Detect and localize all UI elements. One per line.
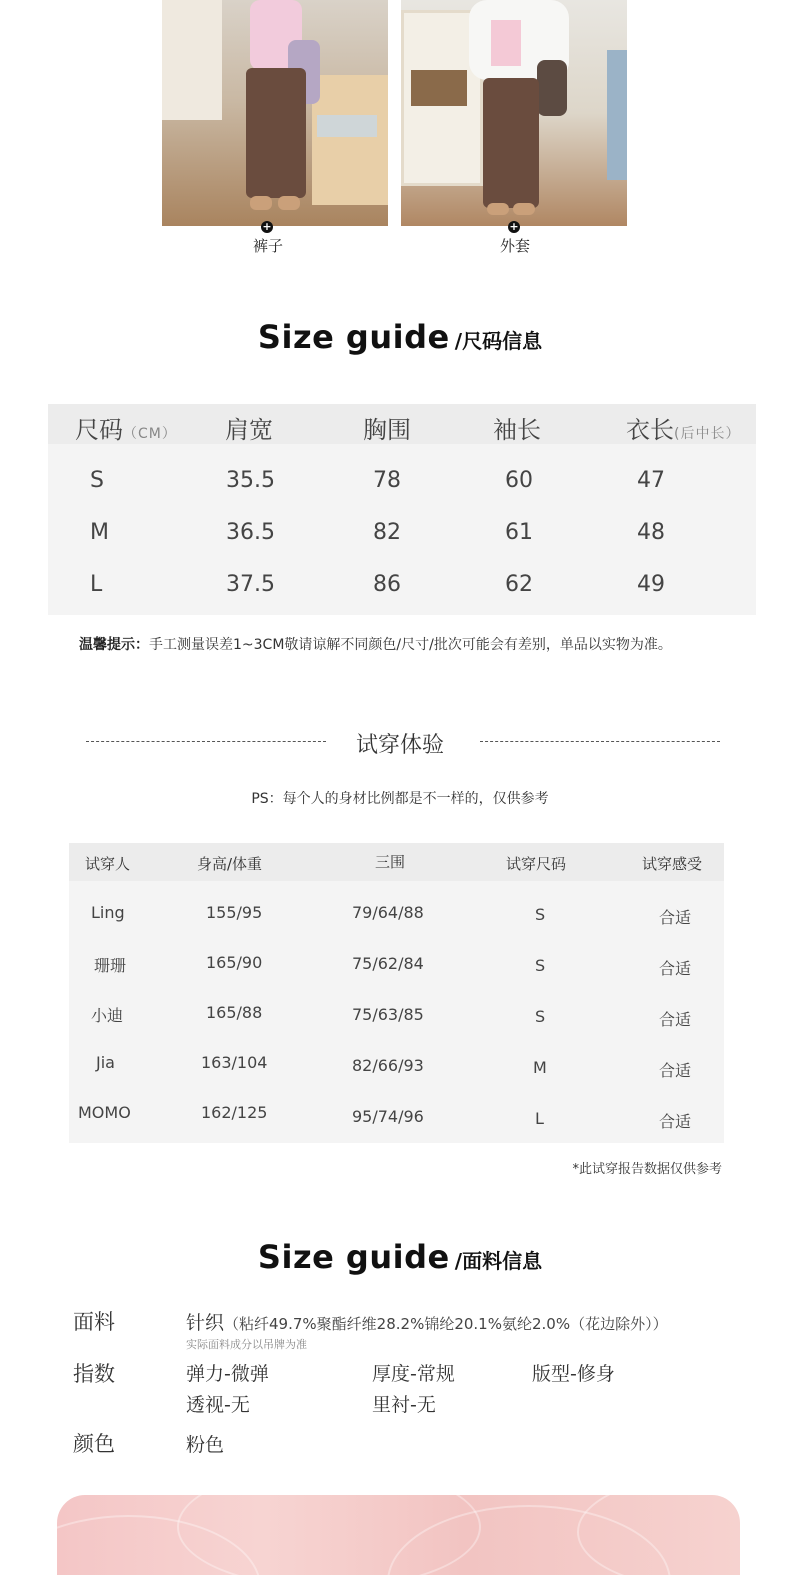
material-note: 实际面料成分以吊牌为准 xyxy=(186,1338,307,1351)
tryon-height-weight: 162/125 xyxy=(201,1103,268,1122)
tryon-header-size: 试穿尺码 xyxy=(506,855,567,873)
size-guide-heading xyxy=(0,318,800,356)
tryon-height-weight: 165/90 xyxy=(206,953,263,972)
measurement-tip xyxy=(79,634,672,654)
tryon-header-person: 试穿人 xyxy=(85,855,131,873)
size-guide-subtitle: /尺码信息 xyxy=(454,329,543,353)
fabric-swatch xyxy=(57,1495,740,1575)
index-label: 指数 xyxy=(73,1362,115,1386)
length-cell: 47 xyxy=(637,468,665,493)
size-guide-title: Size guide xyxy=(257,318,450,356)
sleeve-cell: 61 xyxy=(505,520,533,545)
tryon-size: S xyxy=(535,1007,546,1026)
header-shoulder: 肩宽 xyxy=(225,416,273,444)
bust-cell: 78 xyxy=(373,468,401,493)
tryon-feel: 合适 xyxy=(659,1061,692,1080)
bust-cell: 82 xyxy=(373,520,401,545)
header-size-label: 尺码 xyxy=(75,416,123,444)
tryon-header-height-weight: 身高/体重 xyxy=(197,855,263,873)
tryon-height-weight: 163/104 xyxy=(201,1053,268,1072)
divider-right xyxy=(480,741,720,742)
tryon-note: *此试穿报告数据仅供参考 xyxy=(572,1162,722,1177)
tryon-size: S xyxy=(535,956,546,975)
photo-caption-coat: 外套 xyxy=(499,237,530,255)
header-length-note: (后中长） xyxy=(674,426,741,442)
tryon-height-weight: 155/95 xyxy=(206,903,263,922)
header-length-label: 衣长 xyxy=(626,416,674,444)
tryon-table xyxy=(69,843,724,1143)
tryon-name: Jia xyxy=(96,1053,115,1072)
tryon-measurements: 75/63/85 xyxy=(352,1005,424,1024)
plus-icon[interactable]: + xyxy=(262,220,272,233)
fabric-subtitle: /面料信息 xyxy=(454,1249,543,1273)
tip-label: 温馨提示： xyxy=(79,637,149,653)
tryon-size: M xyxy=(533,1058,547,1077)
product-photo-coat xyxy=(401,0,627,226)
material-detail: （粘纤49.7%聚酯纤维28.2%锦纶20.1%氨纶2.0%（花边除外）） xyxy=(224,1315,668,1333)
color-value: 粉色 xyxy=(186,1434,225,1456)
tryon-header-measurements: 三围 xyxy=(375,853,406,871)
material-label: 面料 xyxy=(73,1310,115,1334)
product-photo-pants xyxy=(162,0,388,226)
tryon-measurements: 79/64/88 xyxy=(352,903,424,922)
material-type: 针织 xyxy=(186,1312,225,1334)
transparency-index: 透视-无 xyxy=(186,1394,250,1416)
plus-icon[interactable]: + xyxy=(509,220,519,233)
header-sleeve: 袖长 xyxy=(493,416,541,444)
tryon-size: S xyxy=(535,905,546,924)
shoulder-cell: 37.5 xyxy=(226,572,275,597)
header-length xyxy=(626,410,740,445)
shoulder-cell: 36.5 xyxy=(226,520,275,545)
lining-index: 里衬-无 xyxy=(372,1394,436,1416)
header-bust: 胸围 xyxy=(363,416,411,444)
fabric-title: Size guide xyxy=(257,1238,450,1276)
elastic-index: 弹力-微弹 xyxy=(186,1363,269,1385)
tryon-name: 小迪 xyxy=(91,1006,124,1025)
size-cell: M xyxy=(90,520,109,545)
header-size-unit: （CM） xyxy=(123,426,177,442)
thickness-index: 厚度-常规 xyxy=(372,1363,455,1385)
tryon-height-weight: 165/88 xyxy=(206,1003,263,1022)
sleeve-cell: 62 xyxy=(505,572,533,597)
length-cell: 49 xyxy=(637,572,665,597)
fit-index: 版型-修身 xyxy=(532,1363,615,1385)
tryon-header-feel: 试穿感受 xyxy=(642,855,703,873)
tip-text: 手工测量误差1~3CM敬请谅解不同颜色/尺寸/批次可能会有差别，单品以实物为准。 xyxy=(149,637,672,653)
size-cell: L xyxy=(90,572,103,597)
tryon-name: Ling xyxy=(91,903,125,922)
tryon-measurements: 82/66/93 xyxy=(352,1056,424,1075)
material-value xyxy=(186,1308,668,1335)
tryon-feel: 合适 xyxy=(659,959,692,978)
tryon-feel: 合适 xyxy=(659,908,692,927)
tryon-name: 珊珊 xyxy=(94,956,127,975)
bust-cell: 86 xyxy=(373,572,401,597)
photo-caption-pants: 裤子 xyxy=(252,237,283,255)
length-cell: 48 xyxy=(637,520,665,545)
tryon-size: L xyxy=(535,1109,544,1128)
size-cell: S xyxy=(90,468,104,493)
sleeve-cell: 60 xyxy=(505,468,533,493)
header-size xyxy=(75,410,177,445)
size-table xyxy=(48,404,756,615)
tryon-feel: 合适 xyxy=(659,1010,692,1029)
tryon-measurements: 95/74/96 xyxy=(352,1107,424,1126)
tryon-name: MOMO xyxy=(78,1103,131,1122)
shoulder-cell: 35.5 xyxy=(226,468,275,493)
tryon-feel: 合适 xyxy=(659,1112,692,1131)
tryon-title: 试穿体验 xyxy=(355,733,444,758)
color-label: 颜色 xyxy=(73,1432,115,1456)
fabric-heading xyxy=(0,1238,800,1276)
tryon-ps: PS：每个人的身材比例都是不一样的，仅供参考 xyxy=(251,791,549,807)
tryon-measurements: 75/62/84 xyxy=(352,954,424,973)
